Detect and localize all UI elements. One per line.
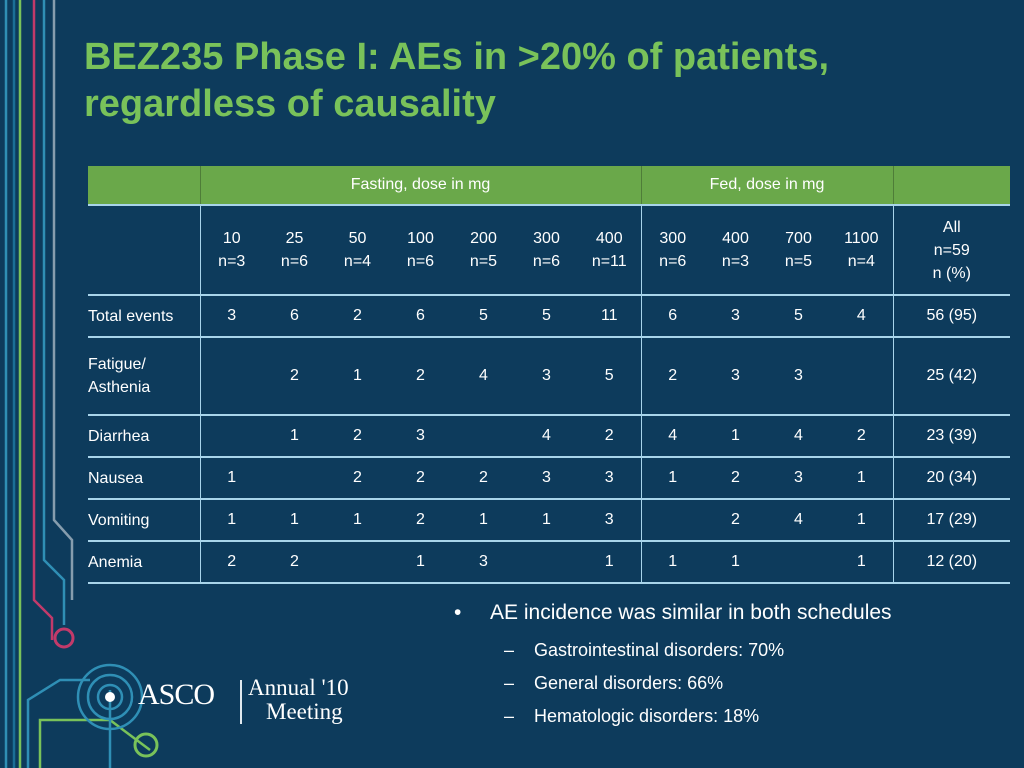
value-cell: 11 bbox=[578, 295, 641, 337]
value-cell: 4 bbox=[515, 415, 578, 457]
value-cell bbox=[263, 457, 326, 499]
value-cell: 6 bbox=[263, 295, 326, 337]
value-cell: 1 bbox=[200, 457, 263, 499]
value-cell: 3 bbox=[767, 337, 830, 415]
value-cell: 2 bbox=[452, 457, 515, 499]
value-cell: 1 bbox=[263, 415, 326, 457]
value-cell: 3 bbox=[389, 415, 452, 457]
value-cell: 3 bbox=[704, 337, 767, 415]
value-cell: 6 bbox=[641, 295, 704, 337]
all-value-cell: 20 (34) bbox=[893, 457, 1010, 499]
value-cell: 3 bbox=[515, 457, 578, 499]
table-row bbox=[88, 415, 1010, 457]
value-cell: 5 bbox=[452, 295, 515, 337]
value-cell: 2 bbox=[830, 415, 893, 457]
bullet-sub-text: Gastrointestinal disorders: 70% bbox=[534, 640, 785, 660]
group-header-blank bbox=[88, 166, 200, 205]
value-cell: 1 bbox=[641, 541, 704, 583]
value-cell: 4 bbox=[641, 415, 704, 457]
value-cell: 5 bbox=[515, 295, 578, 337]
value-cell: 2 bbox=[200, 541, 263, 583]
value-cell: 2 bbox=[326, 457, 389, 499]
table-row bbox=[88, 337, 1010, 415]
value-cell: 2 bbox=[578, 415, 641, 457]
value-cell bbox=[515, 541, 578, 583]
dose-header-cell: 1100 n=4 bbox=[830, 205, 893, 295]
all-value-cell: 56 (95) bbox=[893, 295, 1010, 337]
value-cell: 5 bbox=[767, 295, 830, 337]
logo-meeting-text: Meeting bbox=[266, 699, 343, 724]
group-header-row bbox=[88, 166, 1010, 205]
bullet-sub bbox=[454, 667, 1014, 700]
adverse-events-table bbox=[88, 166, 1010, 584]
row-label: Fatigue/ Asthenia bbox=[88, 337, 200, 415]
value-cell: 1 bbox=[452, 499, 515, 541]
value-cell: 1 bbox=[263, 499, 326, 541]
value-cell: 1 bbox=[704, 415, 767, 457]
bullet-main bbox=[454, 598, 1014, 628]
group-header-fed: Fed, dose in mg bbox=[641, 166, 893, 205]
value-cell: 1 bbox=[830, 541, 893, 583]
group-header-fasting: Fasting, dose in mg bbox=[200, 166, 641, 205]
slide-title: BEZ235 Phase I: AEs in >20% of patients, regardless of causality bbox=[84, 36, 830, 125]
value-cell: 2 bbox=[389, 457, 452, 499]
table-row bbox=[88, 295, 1010, 337]
dash-icon: – bbox=[504, 640, 515, 660]
bullet-sub-text: General disorders: 66% bbox=[534, 673, 724, 693]
row-label: Vomiting bbox=[88, 499, 200, 541]
table-row bbox=[88, 499, 1010, 541]
row-label: Total events bbox=[88, 295, 200, 337]
value-cell: 1 bbox=[704, 541, 767, 583]
bullet-sub bbox=[454, 700, 1014, 733]
value-cell: 1 bbox=[326, 499, 389, 541]
dose-header-cell: 400 n=11 bbox=[578, 205, 641, 295]
logo-asco-text: ASCO bbox=[138, 678, 215, 711]
row-label: Anemia bbox=[88, 541, 200, 583]
value-cell: 2 bbox=[704, 499, 767, 541]
value-cell: 2 bbox=[263, 337, 326, 415]
value-cell: 2 bbox=[641, 337, 704, 415]
all-value-cell: 23 (39) bbox=[893, 415, 1010, 457]
value-cell: 1 bbox=[389, 541, 452, 583]
all-value-cell: 17 (29) bbox=[893, 499, 1010, 541]
dose-header-cell: 400 n=3 bbox=[704, 205, 767, 295]
group-header-blank-all bbox=[893, 166, 1010, 205]
value-cell: 3 bbox=[578, 457, 641, 499]
value-cell: 1 bbox=[830, 499, 893, 541]
dose-header-cell: 200 n=5 bbox=[452, 205, 515, 295]
dose-header-cell: 10 n=3 bbox=[200, 205, 263, 295]
value-cell: 4 bbox=[830, 295, 893, 337]
all-value-cell: 25 (42) bbox=[893, 337, 1010, 415]
value-cell: 1 bbox=[830, 457, 893, 499]
dose-header-cell: 25 n=6 bbox=[263, 205, 326, 295]
row-label: Diarrhea bbox=[88, 415, 200, 457]
summary-bullets bbox=[454, 598, 1014, 733]
value-cell: 1 bbox=[641, 457, 704, 499]
value-cell: 1 bbox=[200, 499, 263, 541]
value-cell: 1 bbox=[326, 337, 389, 415]
value-cell bbox=[641, 499, 704, 541]
value-cell: 6 bbox=[389, 295, 452, 337]
value-cell: 2 bbox=[263, 541, 326, 583]
all-header-cell: All n=59 n (%) bbox=[893, 205, 1010, 295]
value-cell: 3 bbox=[515, 337, 578, 415]
logo-annual-text: Annual '10 bbox=[248, 675, 349, 700]
value-cell: 1 bbox=[515, 499, 578, 541]
value-cell bbox=[830, 337, 893, 415]
value-cell: 2 bbox=[326, 415, 389, 457]
dose-header-cell: 300 n=6 bbox=[515, 205, 578, 295]
dash-icon: – bbox=[504, 706, 515, 726]
value-cell: 3 bbox=[452, 541, 515, 583]
table-row bbox=[88, 541, 1010, 583]
value-cell: 1 bbox=[578, 541, 641, 583]
value-cell: 3 bbox=[200, 295, 263, 337]
value-cell: 4 bbox=[767, 499, 830, 541]
value-cell bbox=[326, 541, 389, 583]
bullet-dot-icon: • bbox=[454, 601, 462, 624]
value-cell: 2 bbox=[704, 457, 767, 499]
dose-header-row bbox=[88, 205, 1010, 295]
logo-divider bbox=[240, 680, 242, 724]
bullet-sub bbox=[454, 634, 1014, 667]
table-body bbox=[88, 295, 1010, 583]
bullet-sub-text: Hematologic disorders: 18% bbox=[534, 706, 760, 726]
value-cell: 4 bbox=[452, 337, 515, 415]
all-value-cell: 12 (20) bbox=[893, 541, 1010, 583]
dose-header-cell: 700 n=5 bbox=[767, 205, 830, 295]
value-cell: 3 bbox=[767, 457, 830, 499]
value-cell: 3 bbox=[704, 295, 767, 337]
table-row bbox=[88, 457, 1010, 499]
value-cell bbox=[200, 337, 263, 415]
value-cell bbox=[767, 541, 830, 583]
value-cell: 4 bbox=[767, 415, 830, 457]
row-label: Nausea bbox=[88, 457, 200, 499]
dose-header-cell: 50 n=4 bbox=[326, 205, 389, 295]
dose-header-cell: 300 n=6 bbox=[641, 205, 704, 295]
value-cell: 2 bbox=[326, 295, 389, 337]
dose-header-cell: 100 n=6 bbox=[389, 205, 452, 295]
value-cell: 5 bbox=[578, 337, 641, 415]
value-cell bbox=[200, 415, 263, 457]
bullet-main-text: AE incidence was similar in both schedules bbox=[490, 601, 892, 624]
value-cell: 2 bbox=[389, 337, 452, 415]
value-cell bbox=[452, 415, 515, 457]
dash-icon: – bbox=[504, 673, 515, 693]
value-cell: 2 bbox=[389, 499, 452, 541]
value-cell: 3 bbox=[578, 499, 641, 541]
dose-header-blank bbox=[88, 205, 200, 295]
